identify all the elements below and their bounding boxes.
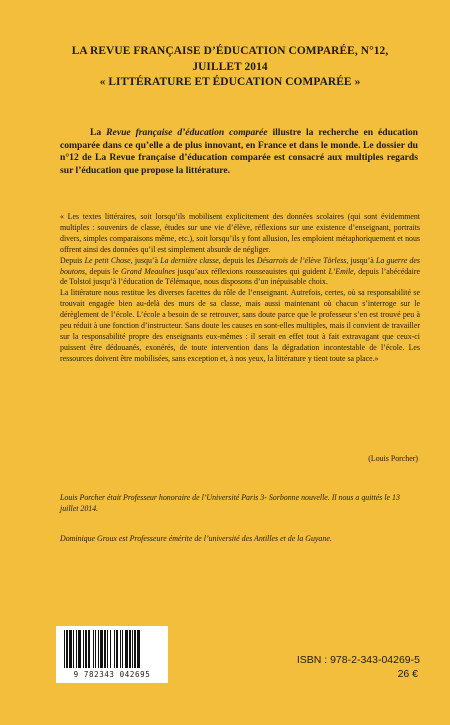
barcode-bar (93, 630, 94, 668)
barcode-bar (66, 630, 68, 668)
author-bio-porcher: Louis Porcher était Professeur honoraire de l’Université Paris 3- Sorbonne nouvelle. Il nous a quittés le 13 juillet 2014. (60, 493, 400, 513)
title-line-1: LA REVUE FRANÇAISE D’ÉDUCATION COMPARÉE, N°12, (71, 45, 389, 57)
barcode-bar (116, 630, 118, 668)
quote-text: , jusqu’à (346, 255, 374, 265)
barcode-bar (132, 630, 133, 668)
barcode-bar (114, 630, 115, 668)
quote-block (60, 212, 420, 365)
intro-rest: illustre la recherche en éducation comparée dans ce qu’elle a de plus innovant, en France et dans le monde. Le dossier du n°12 de La Revue française d’éducation comparée est consacré aux multiples regards sur l’éducation que propose la littérature. (60, 127, 418, 176)
quote-paragraph-3: La littérature nous restitue les diverses facettes du rôle de l’enseignant. Autrefois, certes, où sa responsabilité se trouvait engagée bien au-delà des murs de sa classe, mais aussi maintenant où chacun s’interroge sur le dérèglement de l’école. L’école a besoin de se retrouver, sans doute parce que le professeur s’en est trouvé peu à peu réduit à une fonction d’instructeur. Sans doute les causes en sont-elles multiples, mais il convient de travailler sur la responsabilité propre des enseignants eux-mêmes : il serait en effet tout à fait extravagant que ceux-ci puissent être dédouanés, exonérés, de toute intervention dans la dégradation incontestable de l’école. Les ressources doivent être mobilisées, sans exception et, à nos yeux, la littérature y tient toute sa place.» (60, 288, 420, 363)
barcode-bar (129, 630, 131, 668)
quote-text: jusqu’aux réflexions rousseauistes qui guident (177, 266, 326, 276)
book-title: L’Emile (328, 266, 354, 276)
quote-paragraph-2 (60, 256, 420, 289)
intro-paragraph (60, 127, 418, 177)
quote-text: , jusqu’à (130, 255, 159, 265)
barcode-bar (64, 630, 65, 668)
barcode-bar (100, 630, 103, 668)
quote-signature: (Louis Porcher) (368, 454, 418, 463)
author-bio-groux: Dominique Groux est Professeure émérite de l’université des Antilles et de la Guyane. (60, 534, 332, 543)
barcode-bar (125, 630, 128, 668)
quote-paragraph-1: « Les textes littéraires, soit lorsqu’ils mobilisent explicitement des données scolaires (qui sont évidemment multiples : souvenirs de classe, études sur une vie d’élève, réflexions sur une existence d’enseignant, portraits divers, simples comparaisons même, etc.), soit lorsqu’ils y font allusion, les emploient métaphoriquement et nous offrent ainsi des données qu’il est simplement absurde de négliger. (60, 212, 420, 254)
book-title: Désarrois de l’élève Törless (256, 255, 347, 265)
quote-text: , depuis le (85, 266, 119, 276)
barcode-bar (120, 630, 121, 668)
barcode-bar (83, 630, 84, 668)
barcode-bar (98, 630, 99, 668)
cover-title (40, 44, 420, 91)
barcode-bar (76, 630, 77, 668)
barcode-bar (73, 630, 74, 668)
barcode-bar (110, 630, 111, 668)
barcode-bar (85, 630, 87, 668)
price-label: 26 € (397, 668, 418, 680)
title-line-3: « LITTÉRATURE ET ÉDUCATION COMPARÉE » (99, 76, 361, 88)
intro-lead: La (90, 127, 102, 138)
book-title: La dernière classe (160, 255, 219, 265)
journal-name: Revue française d’éducation comparée (106, 127, 268, 138)
barcode-bar (134, 630, 136, 668)
barcode-bars (56, 626, 168, 670)
quote-text: , depuis l’abécédaire de Tolstoï jusqu’à l’éducation de Télémaque, nous disposons d’un inépuisable choix. (60, 266, 420, 287)
barcode (56, 626, 168, 683)
barcode-bar (107, 630, 108, 668)
quote-text: Depuis (60, 255, 83, 265)
barcode-bar (104, 630, 106, 668)
barcode-bar (122, 630, 123, 668)
barcode-bar (88, 630, 90, 668)
quote-text: , depuis les (218, 255, 255, 265)
barcode-bar (137, 630, 140, 668)
book-title: La guerre des boutons (60, 255, 420, 276)
barcode-bar (95, 630, 96, 668)
barcode-bar (78, 630, 81, 668)
book-title: Grand Meaulnes (121, 266, 175, 276)
barcode-digits: 9 782343 042695 (73, 670, 151, 679)
book-title: Le petit Chose (84, 255, 131, 265)
barcode-bar (69, 630, 72, 668)
isbn-label: ISBN : 978-2-343-04269-5 (296, 654, 420, 666)
title-line-2: JUILLET 2014 (192, 60, 268, 73)
